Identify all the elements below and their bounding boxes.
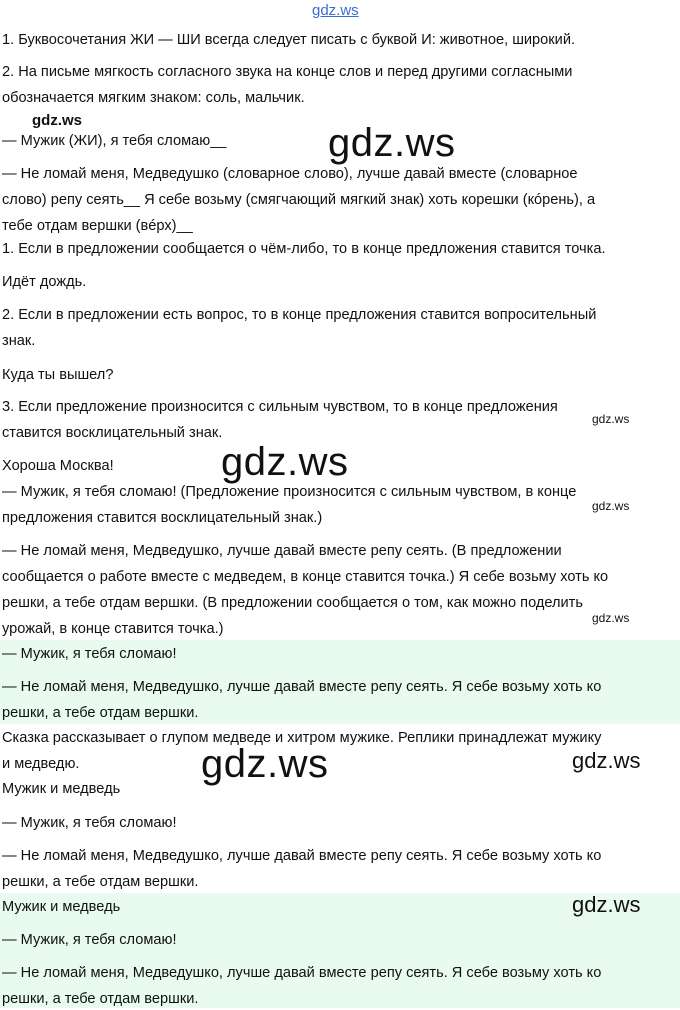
text-line: обозначается мягким знаком: соль, мальчик. bbox=[2, 90, 305, 106]
text-line: решки, а тебе отдам вершки. bbox=[2, 991, 199, 1007]
text-line: — Не ломай меня, Медведушко (словарное слово), лучше давай вместе (словарное bbox=[2, 166, 578, 182]
watermark-med-1: gdz.ws bbox=[572, 748, 641, 773]
text-line: решки, а тебе отдам вершки. bbox=[2, 874, 199, 890]
text-line: 2. На письме мягкость согласного звука на конце слов и перед другими согласными bbox=[2, 64, 573, 80]
text-line: и медведю. bbox=[2, 756, 80, 772]
text-line: тебе отдам вершки (вéрх)__ bbox=[2, 218, 193, 234]
text-line: предложения ставится восклицательный знак.) bbox=[2, 510, 323, 526]
text-line: Мужик и медведь bbox=[2, 899, 121, 915]
text-line: — Не ломай меня, Медведушко, лучше давай вместе репу сеять. Я себе возьму хоть ко bbox=[2, 679, 602, 695]
text-line: знак. bbox=[2, 333, 36, 349]
text-line: — Не ломай меня, Медведушко, лучше давай вместе репу сеять. (В предложении bbox=[2, 543, 562, 559]
text-line: — Мужик, я тебя сломаю! bbox=[2, 932, 177, 948]
text-line: 3. Если предложение произносится с сильным чувством, то в конце предложения bbox=[2, 399, 558, 415]
text-line: Куда ты вышел? bbox=[2, 367, 114, 383]
watermark-big-1: gdz.ws bbox=[328, 121, 456, 165]
text-line: — Мужик (ЖИ), я тебя сломаю__ bbox=[2, 133, 227, 149]
text-line: — Мужик, я тебя сломаю! bbox=[2, 815, 177, 831]
text-line: 2. Если в предложении есть вопрос, то в конце предложения ставится вопросительный bbox=[2, 307, 597, 323]
watermark-note: gdz.ws bbox=[32, 112, 83, 129]
text-line: слово) репу сеять__ Я себе возьму (смягчающий мягкий знак) хоть корешки (кóрень), а bbox=[2, 192, 596, 208]
text-line: Хороша Москва! bbox=[2, 458, 114, 474]
text-line: — Не ломай меня, Медведушко, лучше давай вместе репу сеять. Я себе возьму хоть ко bbox=[2, 965, 602, 981]
text-line: ставится восклицательный знак. bbox=[2, 425, 223, 441]
watermark-small-1: gdz.ws bbox=[592, 412, 630, 426]
text-line: сообщается о работе вместе с медведем, в конце ставится точка.) Я себе возьму хоть ко bbox=[2, 569, 609, 585]
text-line: решки, а тебе отдам вершки. (В предложении сообщается о том, как можно поделить bbox=[2, 595, 583, 611]
text-line: Мужик и медведь bbox=[2, 781, 121, 797]
watermark-big-3: gdz.ws bbox=[201, 742, 329, 786]
text-line: 1. Буквосочетания ЖИ — ШИ всегда следует писать с буквой И: животное, широкий. bbox=[2, 32, 576, 48]
watermark-big-2: gdz.ws bbox=[221, 440, 349, 484]
watermark-link[interactable]: gdz.ws bbox=[312, 2, 359, 19]
watermark-small-2: gdz.ws bbox=[592, 499, 630, 513]
text-line: — Мужик, я тебя сломаю! (Предложение произносится с сильным чувством, в конце bbox=[2, 484, 577, 500]
text-line: — Не ломай меня, Медведушко, лучше давай вместе репу сеять. Я себе возьму хоть ко bbox=[2, 848, 602, 864]
text-line: — Мужик, я тебя сломаю! bbox=[2, 646, 177, 662]
text-line: Идёт дождь. bbox=[2, 274, 87, 290]
watermark-med-2: gdz.ws bbox=[572, 892, 641, 917]
text-line: 1. Если в предложении сообщается о чём-либо, то в конце предложения ставится точка. bbox=[2, 241, 606, 257]
watermark-small-3: gdz.ws bbox=[592, 611, 630, 625]
text-line: Сказка рассказывает о глупом медведе и хитром мужике. Реплики принадлежат мужику bbox=[2, 730, 602, 746]
text-line: решки, а тебе отдам вершки. bbox=[2, 705, 199, 721]
text-line: урожай, в конце ставится точка.) bbox=[2, 621, 224, 637]
